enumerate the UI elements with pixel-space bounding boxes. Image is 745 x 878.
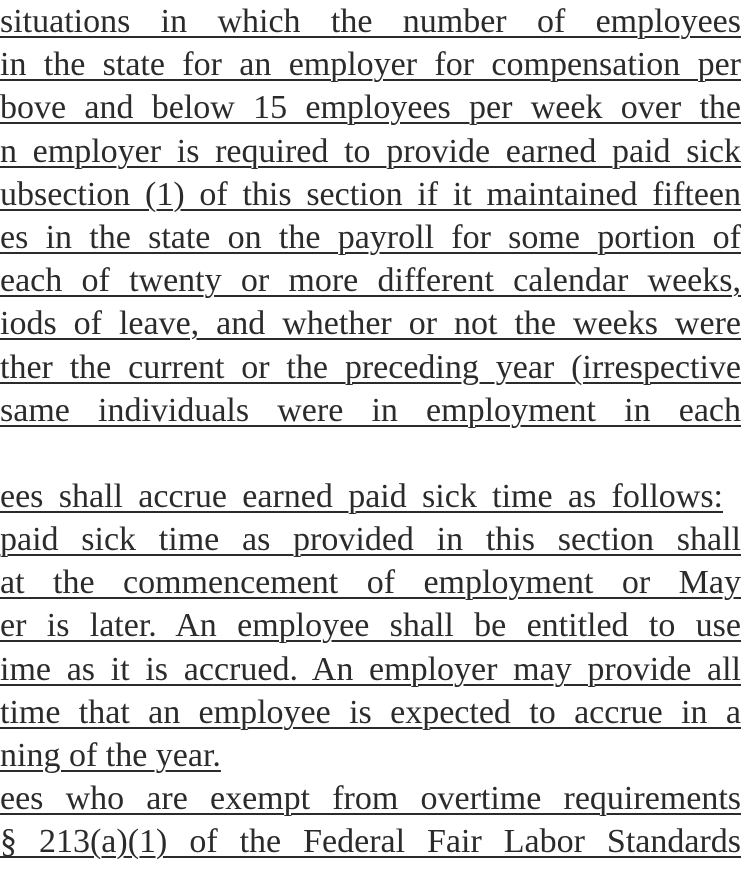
text-line: in the state for an employer for compensation per (0, 46, 741, 83)
text-line: ime as it is accrued. An employer may provide all (0, 651, 741, 688)
text-line: ubsection (1) of this section if it maintained fifteen (0, 176, 741, 213)
text-line: situations in which the number of employees (0, 3, 741, 40)
text-line: er is later. An employee shall be entitled to use (0, 607, 741, 644)
text-line: iods of leave, and whether or not the weeks were (0, 305, 741, 342)
text-line: paid sick time as provided in this section shall (0, 521, 741, 558)
text-line: each of twenty or more different calendar weeks, (0, 262, 741, 299)
text-line: at the commencement of employment or May (0, 564, 741, 601)
text-line: same individuals were in employment in each (0, 392, 741, 429)
text-line: es in the state on the payroll for some portion of (0, 219, 741, 256)
text-line: n employer is required to provide earned paid sick (0, 133, 741, 170)
text-line: ther the current or the preceding year (irrespective (0, 349, 741, 386)
text-line: ees shall accrue earned paid sick time as follows: (0, 478, 723, 515)
text-line: § 213(a)(1) of the Federal Fair Labor Standards (0, 823, 741, 860)
text-line: bove and below 15 employees per week over the (0, 89, 741, 126)
text-line: ees who are exempt from overtime requirements (0, 780, 741, 817)
text-line: time that an employee is expected to accrue in a (0, 694, 741, 731)
text-line: ning of the year. (0, 737, 221, 774)
